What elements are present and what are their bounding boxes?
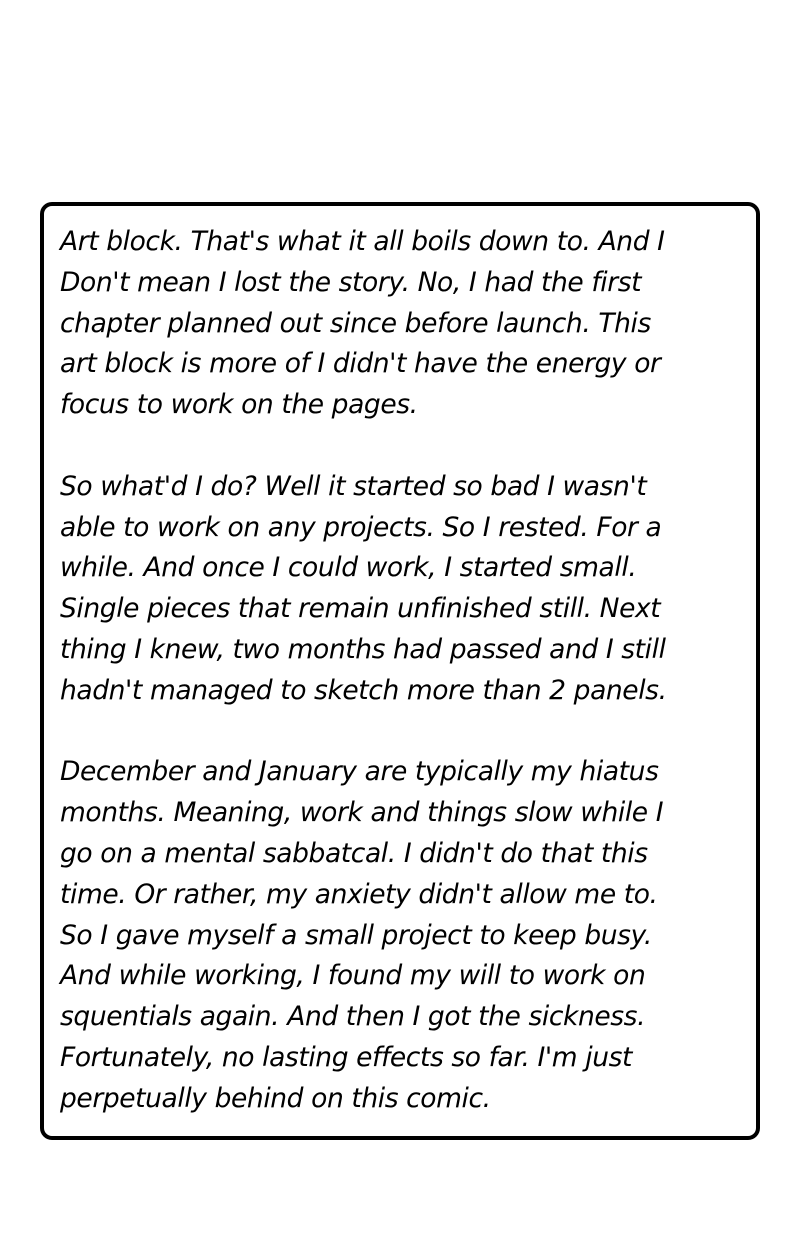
text-line: while. And once I could work, I started small. (60, 552, 637, 584)
text-line: Art block. That's what it all boils down to. And I (60, 226, 665, 257)
text-line: And while working, I found my will to work on (60, 960, 646, 992)
text-line: Don't mean I lost the story. No, I had the first (60, 266, 642, 298)
text-line: months. Meaning, work and things slow while I (60, 797, 664, 829)
text-line: hadn't managed to sketch more than 2 panels. (60, 674, 667, 706)
paragraph-1 (60, 222, 750, 426)
text-line: squentials again. And then I got the sickness. (60, 1001, 646, 1033)
text-line: thing I knew, two months had passed and I still (60, 633, 666, 665)
text-line: go on a mental sabbatcal. I didn't do that this (60, 837, 648, 869)
text-line: art block is more of I didn't have the energy or (60, 348, 661, 380)
text-line: time. Or rather, my anxiety didn't allow me to. (60, 878, 658, 910)
text-line: perpetually behind on this comic. (60, 1082, 491, 1114)
text-line: chapter planned out since before launch. This (60, 307, 651, 339)
text-line: Single pieces that remain unfinished still. Next (60, 593, 661, 625)
text-panel (40, 202, 760, 1140)
text-line: focus to work on the pages. (60, 389, 418, 421)
paragraph-3 (60, 752, 750, 1119)
text-line: So I gave myself a small project to keep busy. (60, 919, 652, 951)
text-line: December and January are typically my hiatus (60, 756, 659, 788)
text-line: So what'd I do? Well it started so bad I wasn't (60, 470, 647, 502)
text-line: Fortunately, no lasting effects so far. I'm just (60, 1041, 633, 1073)
text-line: able to work on any projects. So I rested. For a (60, 511, 662, 543)
paragraph-2 (60, 467, 750, 712)
note-text (60, 222, 750, 1120)
